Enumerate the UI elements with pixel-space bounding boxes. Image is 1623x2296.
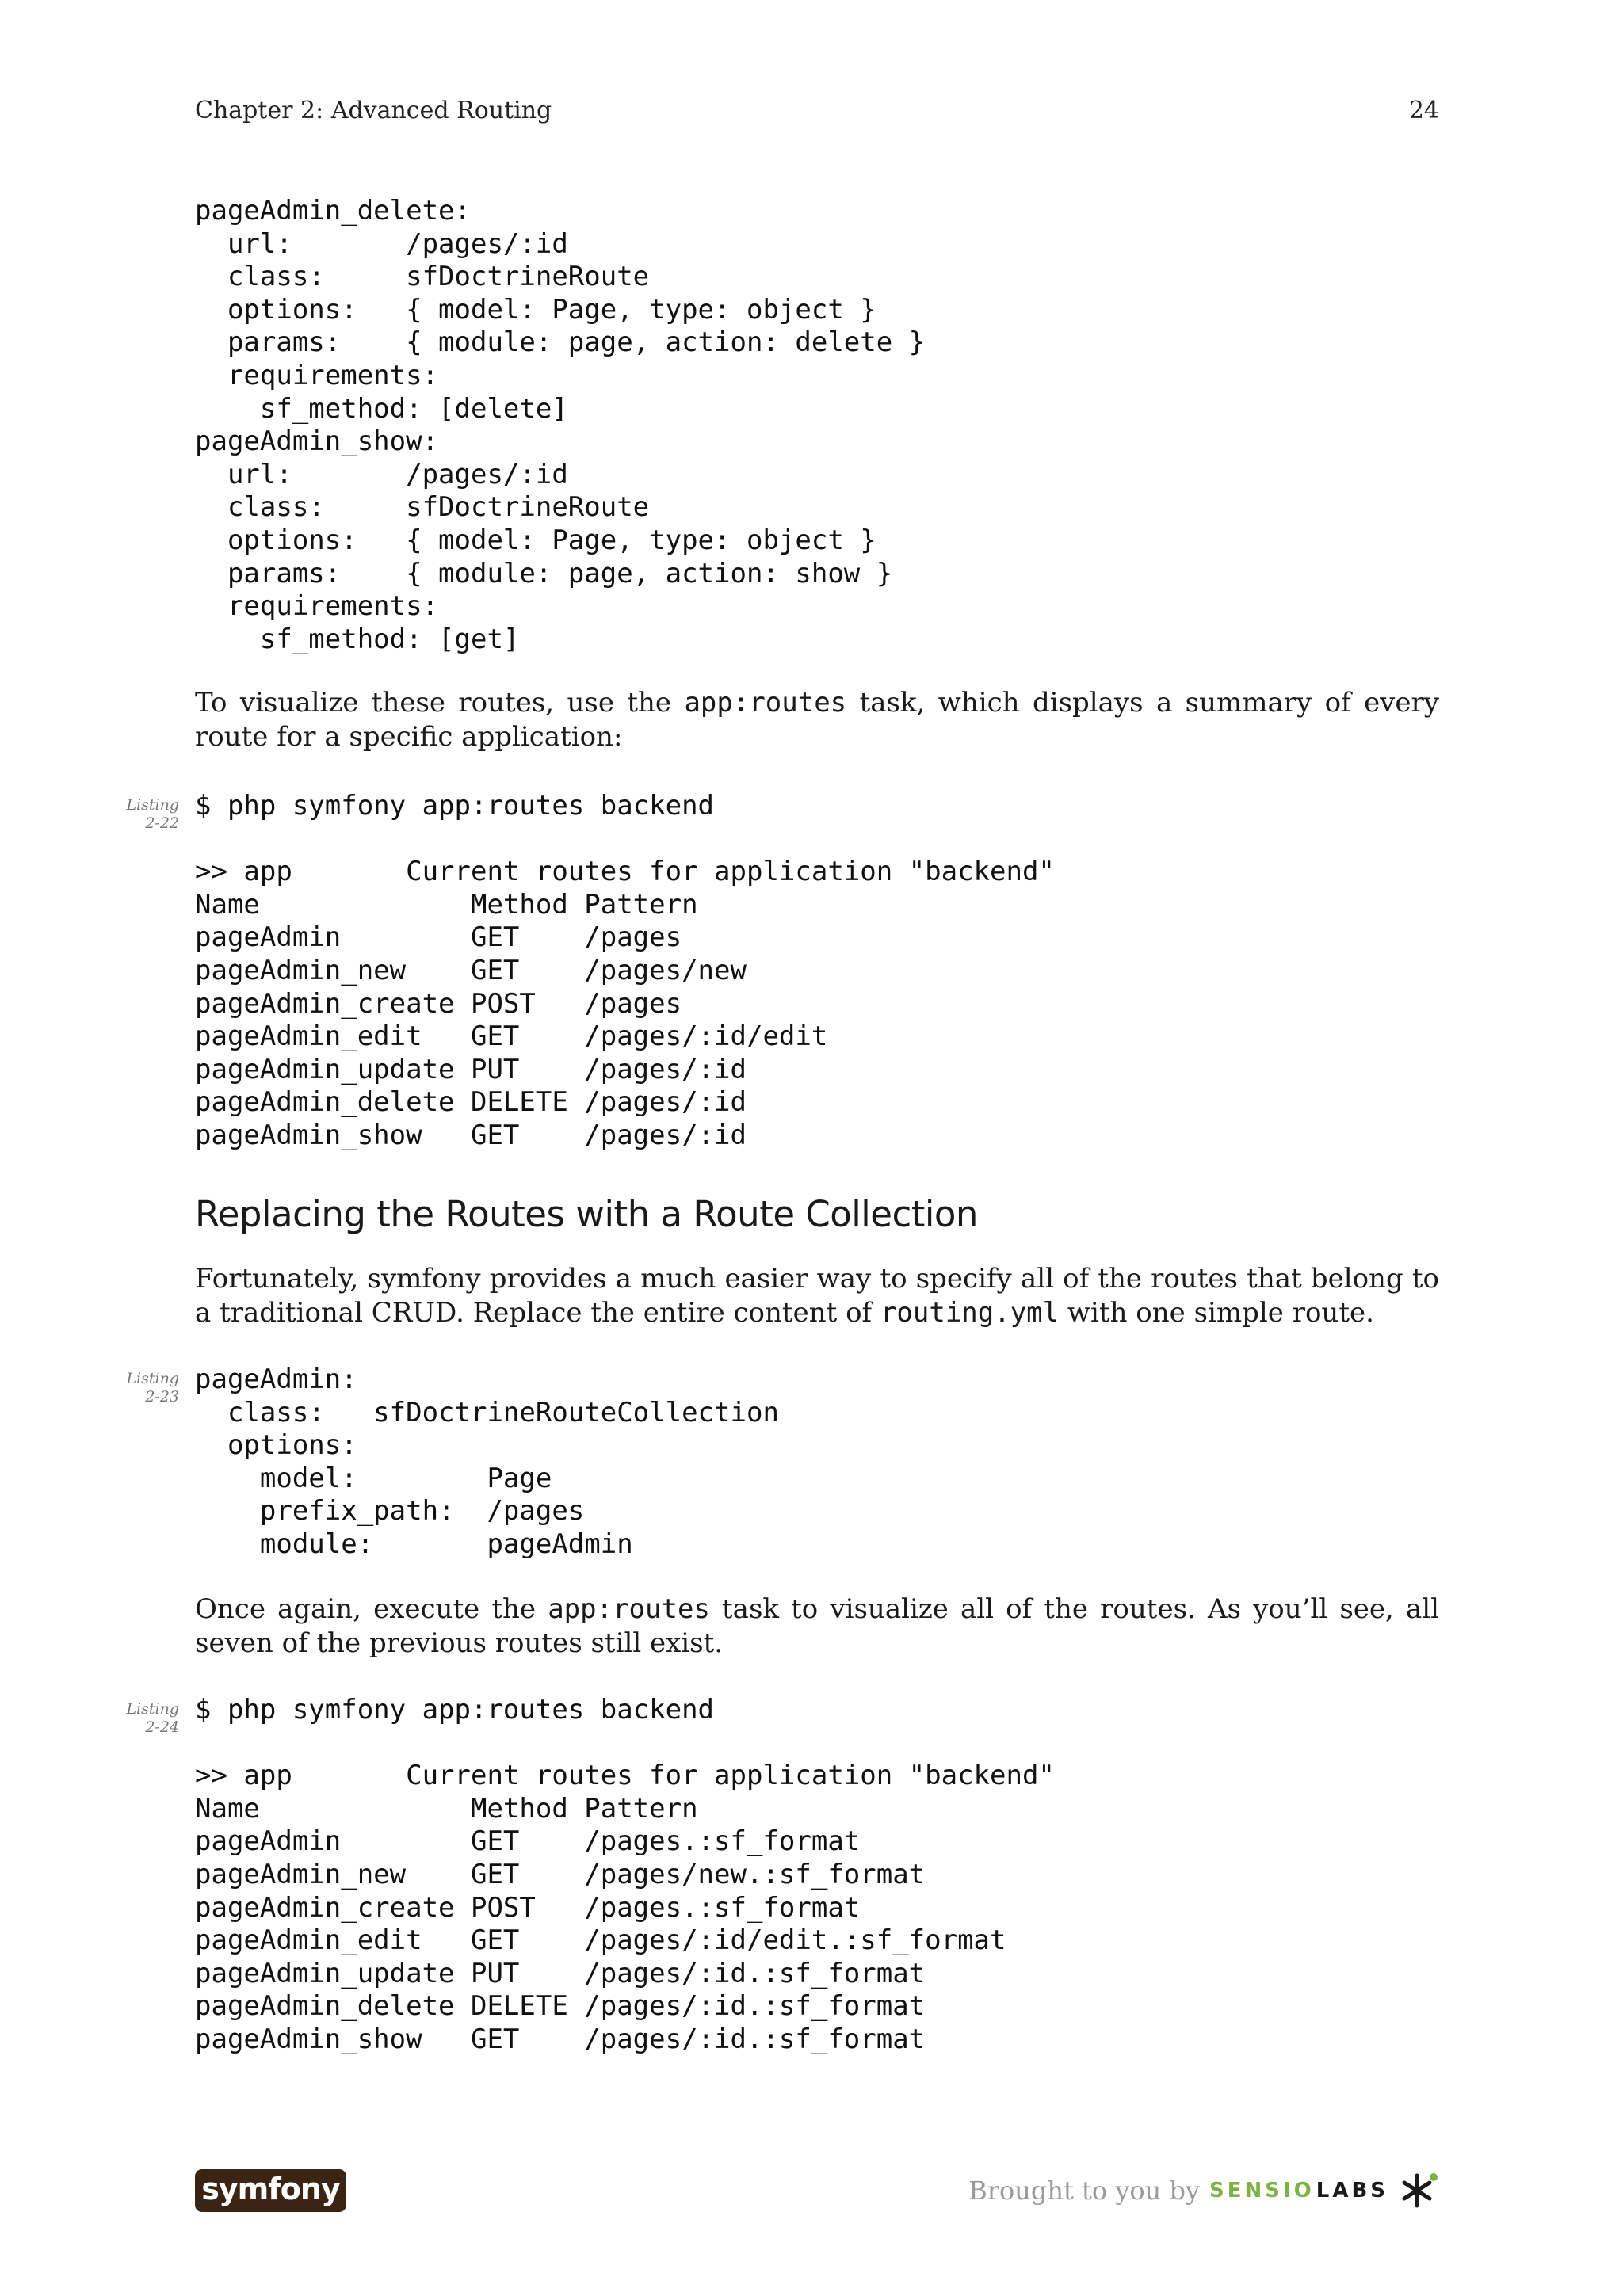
code-line: pageAdmin_create POST /pages	[195, 987, 682, 1020]
paragraph-route-collection-intro	[195, 1262, 1439, 1330]
code-line: options:	[195, 1429, 357, 1462]
code-line: pageAdmin_show GET /pages/:id.:sf_format	[195, 2023, 926, 2055]
paragraph-text: Fortunately, symfony provides a much easier way to specify all of the routes that belong to a traditional CRUD. Replace the entire content of	[195, 1263, 1439, 1329]
paragraph-text: task to visualize all of the routes. As you’ll see, all seven of the previous routes still exist.	[195, 1593, 1440, 1659]
listing-label-number: 2-24	[145, 1718, 179, 1736]
code-line: pageAdmin_new GET /pages/new	[195, 954, 747, 986]
code-line: requirements:	[195, 590, 439, 623]
labs-wordmark: LABS	[1316, 2179, 1388, 2203]
listing-2-22-code-block	[195, 790, 1055, 1153]
listing-label-word: Listing	[126, 796, 179, 814]
code-line: pageAdmin_show GET /pages/:id	[195, 1119, 747, 1151]
code-line: pageAdmin_delete DELETE /pages/:id.:sf_format	[195, 1990, 926, 2023]
listing-label-word: Listing	[126, 1370, 179, 1387]
code-line: class: sfDoctrineRoute	[195, 261, 650, 293]
paragraph-text: with one simple route.	[1059, 1297, 1374, 1329]
code-line: >> app Current routes for application "backend"	[195, 856, 1055, 888]
paragraph-visualize-routes	[195, 686, 1439, 754]
code-line: sf_method: [delete]	[195, 392, 568, 425]
code-line: pageAdmin_create POST /pages.:sf_format	[195, 1891, 861, 1924]
routes-yaml-code-block	[195, 195, 925, 656]
code-line: $ php symfony app:routes backend	[195, 1694, 715, 1726]
inline-code: routing.yml	[880, 1297, 1060, 1329]
code-line: pageAdmin_delete:	[195, 195, 471, 227]
page-number: 24	[1408, 97, 1439, 124]
listing-2-23-code-block	[195, 1363, 779, 1562]
listing-label-word: Listing	[126, 1700, 179, 1718]
paragraph-text: To visualize these routes, use the	[195, 687, 685, 719]
code-line: pageAdmin_delete DELETE /pages/:id	[195, 1086, 747, 1119]
paragraph-execute-again	[195, 1592, 1439, 1661]
code-line: >> app Current routes for application "backend"	[195, 1760, 1055, 1792]
code-line: Name Method Pattern	[195, 1792, 698, 1825]
sensio-wordmark: SENSIO	[1209, 2179, 1315, 2203]
code-line: pageAdmin_show:	[195, 425, 439, 458]
brought-to-you-by-text: Brought to you by	[968, 2176, 1201, 2206]
code-line: model: Page	[195, 1462, 552, 1494]
code-line: Name Method Pattern	[195, 888, 698, 921]
sensiolabs-asterisk-icon	[1398, 2171, 1439, 2210]
code-line: sf_method: [get]	[195, 623, 520, 655]
listing-label-2-24	[119, 1700, 179, 1737]
code-line	[195, 823, 1055, 856]
symfony-logo: symfony	[195, 2169, 346, 2212]
chapter-title: Chapter 2: Advanced Routing	[195, 97, 552, 124]
section-heading: Replacing the Routes with a Route Collection	[195, 1193, 978, 1235]
code-line: pageAdmin_edit GET /pages/:id/edit.:sf_format	[195, 1924, 1006, 1957]
footer-brand	[968, 2171, 1439, 2210]
running-header	[195, 97, 1439, 135]
code-line	[195, 1727, 1055, 1760]
code-line: pageAdmin_new GET /pages/new.:sf_format	[195, 1858, 926, 1890]
code-line: class: sfDoctrineRouteCollection	[195, 1396, 779, 1428]
code-line: $ php symfony app:routes backend	[195, 790, 715, 822]
inline-code: app:routes	[548, 1593, 710, 1625]
listing-label-2-23	[119, 1370, 179, 1406]
code-line: pageAdmin_update PUT /pages/:id	[195, 1053, 747, 1085]
code-line: module: pageAdmin	[195, 1527, 633, 1560]
code-line: url: /pages/:id	[195, 458, 568, 490]
code-line: pageAdmin GET /pages.:sf_format	[195, 1825, 861, 1858]
code-line: params: { module: page, action: delete }	[195, 326, 926, 359]
paragraph-text: task, which displays a summary of every route for a specific application:	[195, 687, 1439, 753]
code-line: class: sfDoctrineRoute	[195, 491, 650, 524]
listing-label-number: 2-22	[145, 814, 179, 832]
code-line: requirements:	[195, 359, 439, 391]
code-line: pageAdmin:	[195, 1363, 357, 1395]
code-line: url: /pages/:id	[195, 227, 568, 260]
listing-label-2-22	[119, 796, 179, 833]
code-line: params: { module: page, action: show }	[195, 557, 893, 589]
listing-2-24-code-block	[195, 1694, 1055, 2057]
paragraph-text: Once again, execute the	[195, 1593, 548, 1625]
listing-label-number: 2-23	[145, 1388, 179, 1405]
code-line: options: { model: Page, type: object }	[195, 293, 876, 326]
code-line: pageAdmin GET /pages	[195, 921, 682, 954]
code-line: prefix_path: /pages	[195, 1495, 585, 1527]
code-line: pageAdmin_edit GET /pages/:id/edit	[195, 1020, 828, 1053]
code-line: pageAdmin_update PUT /pages/:id.:sf_format	[195, 1957, 926, 1989]
code-line: options: { model: Page, type: object }	[195, 524, 876, 556]
inline-code: app:routes	[684, 687, 847, 719]
